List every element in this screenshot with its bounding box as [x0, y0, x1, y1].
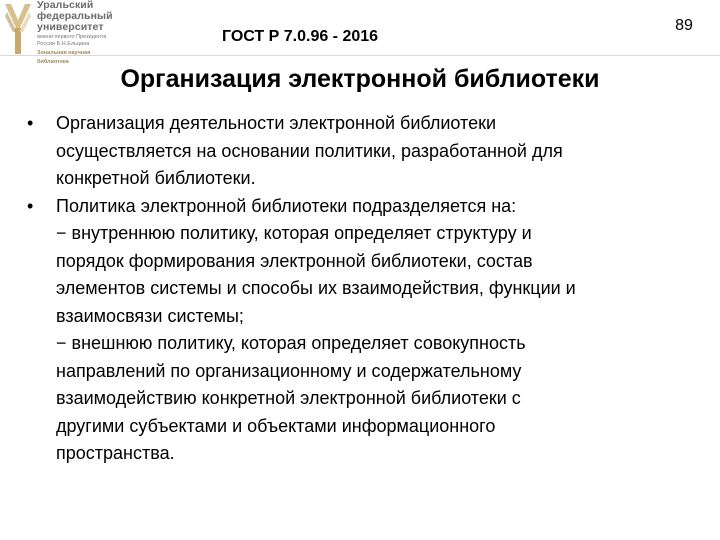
sub-item-line: порядок формирования электронной библиотеки, состав — [56, 250, 533, 271]
sub-item-line: взаимосвязи системы; — [56, 305, 244, 326]
bullet-marker: • — [27, 195, 34, 216]
bullet-line: конкретной библиотеки. — [56, 168, 256, 188]
page-number: 89 — [675, 17, 693, 34]
bullet-line: осуществляется на основании политики, разработанной для — [56, 140, 563, 161]
sub-item-line: − внутреннюю политику, которая определяет структуру и — [56, 223, 532, 243]
sub-item — [26, 330, 706, 468]
sub-item-line: элементов системы и способы их взаимодействия, функции и — [56, 278, 576, 298]
logo-name-line-2: федеральный — [37, 10, 113, 22]
logo-name-line-1: Уральский — [37, 0, 94, 11]
logo-library-line-1: Зональная научная — [37, 50, 91, 56]
sub-item-line: направлений по организационному и содержательному — [56, 360, 522, 381]
logo-subtitle-line-1: имени первого Президента — [37, 34, 107, 40]
header-title: ГОСТ Р 7.0.96 - 2016 — [221, 28, 379, 45]
university-logo — [3, 0, 123, 65]
sub-item-line: другими субъектами и объектами информационного — [56, 415, 496, 436]
sub-item-line: − внешнюю политику, которая определяет совокупность — [56, 333, 526, 353]
slide-content — [26, 110, 706, 468]
sub-item-line: взаимодействию конкретной электронной библиотеки с — [56, 388, 521, 408]
bullet-item — [26, 110, 706, 193]
header-divider — [0, 55, 720, 56]
bullet-line: Политика электронной библиотеки подразделяется на: — [56, 195, 517, 216]
sub-item — [26, 220, 706, 330]
bullet-line: Организация деятельности электронной библиотеки — [56, 113, 497, 133]
logo-name-line-3: университет — [37, 21, 104, 33]
bullet-marker: • — [27, 113, 34, 133]
logo-library-line-2: библиотека — [37, 59, 69, 65]
logo-emblem-icon — [3, 2, 33, 56]
bullet-item — [26, 193, 706, 221]
slide-title: Организация электронной библиотеки — [120, 65, 600, 93]
sub-item-line: пространства. — [56, 443, 175, 463]
logo-subtitle-line-2: России Б.Н.Ельцина — [37, 41, 90, 47]
